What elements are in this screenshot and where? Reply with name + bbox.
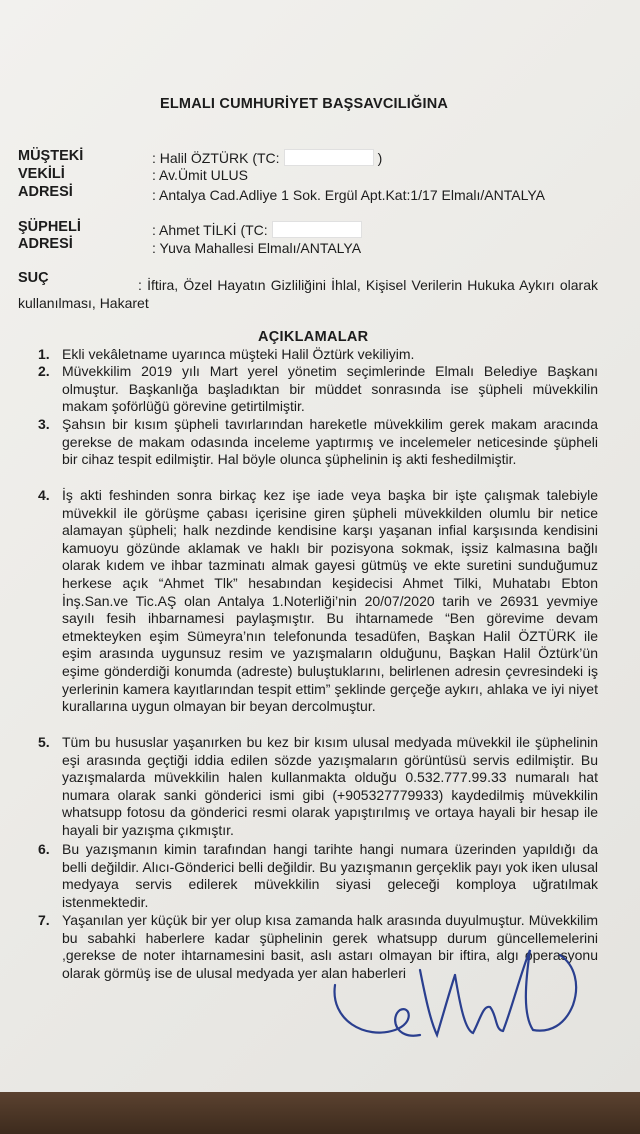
item-number: 2. [38,363,50,379]
supheli-label: ŞÜPHELİ [18,219,81,235]
vekili-value: : Av.Ümit ULUS [152,167,248,183]
table-surface [0,1092,640,1134]
signature [325,935,595,1055]
musteki-label: MÜŞTEKİ [18,148,84,164]
item-number: 6. [38,841,50,857]
item-number: 5. [38,734,50,750]
item-text: Bu yazışmanın kimin tarafından hangi tarihte hangi numara üzerinden yapıldığı da belli değildir. Alıcı-Gönderici belli değildir. Bu yazışmanın gerçeklik payı yok iken ulusal medyaya servis edilerek müvekkilin siyasi geleceği komploya uğratılmak istenmektedir. [62,841,598,910]
item-number: 1. [38,346,50,362]
suc-text: : İftira, Özel Hayatın Gizliliğini İhlal, Kişisel Verilerin Hukuka Aykırı olarak kullanılması, Hakaret [18,277,598,311]
item-number: 3. [38,416,50,432]
item-text: Yaşanılan yer küçük bir yer olup kısa zamanda halk arasında duyulmuştur. Müvekkilim bu sabahki haberlere kadar şüphelinin gerek whatsupp durum güncellemelerini ,gerekse de noter ihtarnamesini basit, aslı astarı olmayan bir iftira, algı operasyonu olarak görmüş ise de ulusal medyada yer alan haberleri [62,912,598,981]
item-text: Ekli vekâletname uyarınca müşteki Halil Öztürk vekiliyim. [62,346,415,362]
redaction-box [272,221,362,238]
adresi2-label: ADRESİ [18,236,73,252]
item-text: İş akti feshinden sonra birkaç kez işe iade veya başka bir işte çalışmak talebiyle müvekkil ile görüşme çabası içerisine giren şüpheli müvekkilden olumlu bir netice alamayan şüpheli; halk nezdinde kendisine karşı yaşanan infial karşısında kendisini kamuoyu gözünde aklamak ve haklı bir pozisyona sokmak, işsiz kalmasına bağlı olarak kıdem ve ihbar tazminatı almak gayesi gütmüş ve ekte suretini sunduğumuz herkese açık “Ahmet Tlk” hesabından keşidecisi Ahmet Tilki, Muhatabı Ebton İnş.San.ve Tic.AŞ olan Antalya 1.Noterliği’nin 20/07/2020 tarih ve 26931 yevmiye sayılı fesih ihbarnamesi paylaşmıştır. Bu ihtarnamede “Ben görevime devam etmekteyken eşim Sümeyra’nın telefonunda tesadüfen, Başkan Halil ÖZTÜRK ile eşim arasında uygunsuz resim ve yazışmaların olduğunu, Başkan Halil Öztürk’ün eşime gönderdiği konumda (adreste) buluştuklarını, belirlenen adresin çevresindeki iş yerlerinin kamera kayıtlarından tespit ettim” şeklinde gerçeğe aykırı, ahlaka ve iyi niyet kurallarına uygun olmayan bir beyan dercolmuştur. [62,487,598,715]
item-text: Müvekkilim 2019 yılı Mart yerel yönetim seçimlerinde Elmalı Belediye Başkanı olmuştur. Başkanlığa başladıktan bir müddet sonrasında ise şüpheli müvekkilin makam şoförlüğü görevine getirtilmiştir. [62,363,598,415]
redaction-box [284,149,374,166]
explanations-heading: AÇIKLAMALAR [258,329,369,345]
suc-label: SUÇ [18,270,49,286]
document-title: ELMALI CUMHURİYET BAŞSAVCILIĞINA [160,96,449,112]
vekili-label: VEKİLİ [18,166,65,182]
item-number: 4. [38,487,50,503]
item-text: Şahsın bir kısım şüpheli tavırlarından hareketle müvekkilim gerek makam aracında gerekse de makam odasında inceleme yaptırmış ve incelemeler neticesinde şüpheli bir cihaz tespit edilmiştir. Hal böyle olunca şüphelinin iş akti feshedilmiştir. [62,416,598,468]
adresi1-value: : Antalya Cad.Adliye 1 Sok. Ergül Apt.Kat:1/17 Elmalı/ANTALYA [152,187,545,203]
adresi1-label: ADRESİ [18,184,73,200]
item-number: 7. [38,912,50,928]
musteki-value: : Halil ÖZTÜRK (TC: ) [152,150,383,166]
supheli-value: : Ahmet TİLKİ (TC: [152,221,366,238]
item-text: Tüm bu hususlar yaşanırken bu kez bir kısım ulusal medyada müvekkil ile şüphelinin eşi arasında geçtiği iddia edilen sözde yazışmaların görüntüsü servis edilmiştir. Bu yazışmalarda müvekkilin halen kullanmakta olduğu 0.532.777.99.33 numaralı hat numara olarak sanki gönderici ismi gibi (+905327779933) kaydedilmiş müvekkilin whatsupp fotosu da gönderici resmi olarak yapıştırılmış ve ortaya hayali bir hesap ile hayali bir yazışma çıkmıştır. [62,734,598,838]
adresi2-value: : Yuva Mahallesi Elmalı/ANTALYA [152,240,362,256]
